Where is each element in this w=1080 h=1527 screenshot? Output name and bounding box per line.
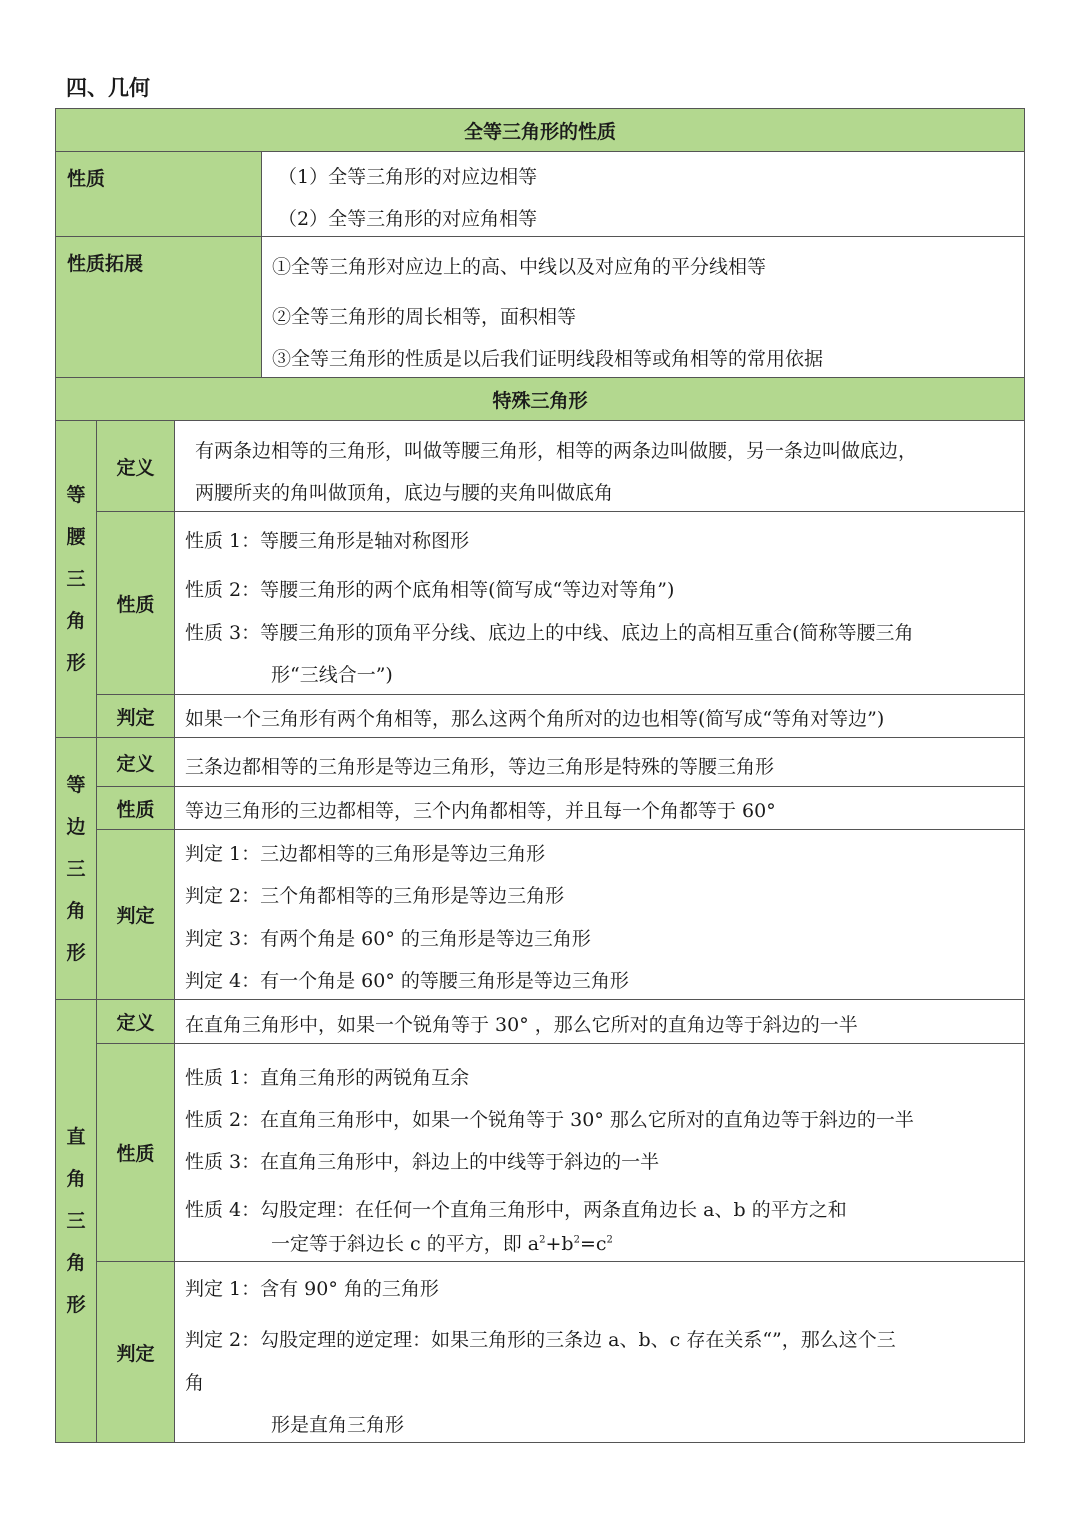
isosceles-prop-cell	[174, 511, 1025, 695]
equilateral-char-3: 三	[66, 857, 86, 880]
isosceles-char-2: 腰	[66, 526, 86, 548]
isosceles-judge-label-cell	[96, 694, 175, 738]
isosceles-def-line-2: 两腰所夹的角叫做顶角，底边与腰的夹角叫做底角	[195, 482, 614, 504]
isosceles-prop-label: 性质	[116, 593, 155, 616]
equilateral-prop-label-cell	[96, 786, 175, 830]
right-prop-label: 性质	[116, 1143, 155, 1165]
congruent-ext-cell	[261, 236, 1025, 378]
right-prop-4-cont-text: 一定等于斜边长 c 的平方，即 a	[271, 1233, 540, 1255]
congruent-prop-cell	[261, 151, 1025, 237]
right-char-1: 直	[66, 1126, 86, 1148]
isosceles-judge-cell	[174, 694, 1025, 738]
right-judge-1: 判定 1：含有 90° 角的三角形	[185, 1278, 439, 1300]
equilateral-char-5: 形	[66, 941, 86, 964]
isosceles-char-5: 形	[66, 652, 86, 674]
isosceles-char-4: 角	[66, 610, 86, 632]
section-title: 四、几何	[66, 76, 150, 100]
right-judge-label-cell	[96, 1261, 175, 1443]
formula-sup-b: 2	[573, 1234, 580, 1246]
special-header	[55, 377, 1025, 421]
equilateral-judge-cell	[174, 829, 1025, 1000]
right-char-5: 形	[66, 1294, 86, 1316]
equilateral-judge-label-cell	[96, 829, 175, 1000]
right-prop-3: 性质 3：在直角三角形中，斜边上的中线等于斜边的一半	[185, 1151, 660, 1173]
equilateral-char-1: 等	[66, 773, 86, 796]
equilateral-prop: 等边三角形的三边都相等，三个内角都相等，并且每一个角都等于 60°	[185, 800, 776, 822]
equilateral-judge-1: 判定 1：三边都相等的三角形是等边三角形	[185, 843, 546, 865]
congruent-prop-label: 性质	[67, 168, 106, 190]
congruent-ext-label-cell	[55, 236, 262, 378]
formula-sup-c: 2	[606, 1234, 613, 1246]
right-judge-label: 判定	[116, 1342, 155, 1365]
right-char-4: 角	[66, 1252, 86, 1274]
formula-sup-a: 2	[539, 1234, 546, 1246]
isosceles-char-1: 等	[66, 484, 86, 506]
congruent-ext-2: ②全等三角形的周长相等，面积相等	[272, 306, 577, 328]
right-judge-cell	[174, 1261, 1025, 1443]
equilateral-judge-4: 判定 4：有一个角是 60° 的等腰三角形是等边三角形	[185, 970, 629, 992]
isosceles-name-cell	[55, 420, 97, 738]
right-def-label-cell	[96, 999, 175, 1044]
right-prop-cell	[174, 1043, 1025, 1262]
isosceles-prop-2: 性质 2：等腰三角形的两个底角相等(简写成“等边对等角”)	[185, 579, 675, 601]
isosceles-judge: 如果一个三角形有两个角相等，那么这两个角所对的边也相等(简写成“等角对等边”)	[185, 708, 885, 730]
right-def: 在直角三角形中，如果一个锐角等于 30° ，那么它所对的直角边等于斜边的一半	[185, 1014, 858, 1036]
isosceles-def-cell	[174, 420, 1025, 512]
isosceles-prop-1: 性质 1：等腰三角形是轴对称图形	[185, 530, 470, 552]
equilateral-def: 三条边都相等的三角形是等边三角形，等边三角形是特殊的等腰三角形	[185, 756, 775, 778]
congruent-header	[55, 108, 1025, 152]
equilateral-name-cell	[55, 737, 97, 1000]
right-judge-2-cont: 形是直角三角形	[271, 1414, 405, 1436]
equilateral-char-4: 角	[66, 899, 86, 922]
right-judge-2-wrap: 角	[185, 1372, 205, 1394]
formula-end: =c	[579, 1233, 607, 1255]
isosceles-def-line-1: 有两条边相等的三角形，叫做等腰三角形，相等的两条边叫做腰，另一条边叫做底边，	[195, 440, 918, 462]
congruent-title: 全等三角形的性质	[463, 120, 616, 143]
equilateral-def-cell	[174, 737, 1025, 787]
right-def-label: 定义	[116, 1012, 155, 1034]
equilateral-def-label: 定义	[116, 752, 155, 775]
congruent-prop-1: （1）全等三角形的对应边相等	[278, 166, 538, 188]
congruent-ext-label: 性质拓展	[67, 253, 144, 275]
equilateral-def-label-cell	[96, 737, 175, 787]
right-prop-1: 性质 1：直角三角形的两锐角互余	[185, 1067, 470, 1089]
right-prop-4-cont	[271, 1229, 613, 1256]
isosceles-def-label: 定义	[116, 456, 155, 479]
formula-mid: +b	[545, 1233, 574, 1255]
isosceles-def-label-cell	[96, 420, 175, 512]
right-name-cell	[55, 999, 97, 1443]
special-title: 特殊三角形	[492, 389, 588, 412]
right-char-3: 三	[66, 1210, 86, 1232]
isosceles-prop-3-cont: 形“三线合一”)	[271, 664, 393, 686]
isosceles-judge-label: 判定	[116, 706, 155, 729]
equilateral-judge-3: 判定 3：有两个角是 60° 的三角形是等边三角形	[185, 928, 591, 950]
congruent-prop-2: （2）全等三角形的对应角相等	[278, 208, 538, 230]
right-char-2: 角	[66, 1168, 86, 1190]
equilateral-prop-cell	[174, 786, 1025, 830]
right-judge-2: 判定 2：勾股定理的逆定理：如果三角形的三条边 a、b、c 存在关系“”，那么这个三	[185, 1329, 896, 1351]
congruent-ext-1: ①全等三角形对应边上的高、中线以及对应角的平分线相等	[272, 256, 767, 278]
equilateral-char-2: 边	[66, 815, 86, 838]
right-prop-4: 性质 4：勾股定理：在任何一个直角三角形中，两条直角边长 a、b 的平方之和	[185, 1199, 847, 1221]
congruent-ext-3: ③全等三角形的性质是以后我们证明线段相等或角相等的常用依据	[272, 348, 824, 370]
isosceles-char-3: 三	[66, 568, 86, 590]
congruent-prop-label-cell	[55, 151, 262, 237]
equilateral-prop-label: 性质	[116, 798, 155, 821]
right-def-cell	[174, 999, 1025, 1044]
isosceles-prop-label-cell	[96, 511, 175, 695]
equilateral-judge-label: 判定	[116, 905, 155, 927]
isosceles-prop-3: 性质 3：等腰三角形的顶角平分线、底边上的中线、底边上的高相互重合(简称等腰三角	[185, 622, 914, 644]
equilateral-judge-2: 判定 2：三个角都相等的三角形是等边三角形	[185, 885, 565, 907]
right-prop-label-cell	[96, 1043, 175, 1262]
right-prop-2: 性质 2：在直角三角形中，如果一个锐角等于 30° 那么它所对的直角边等于斜边的一半	[185, 1109, 914, 1131]
